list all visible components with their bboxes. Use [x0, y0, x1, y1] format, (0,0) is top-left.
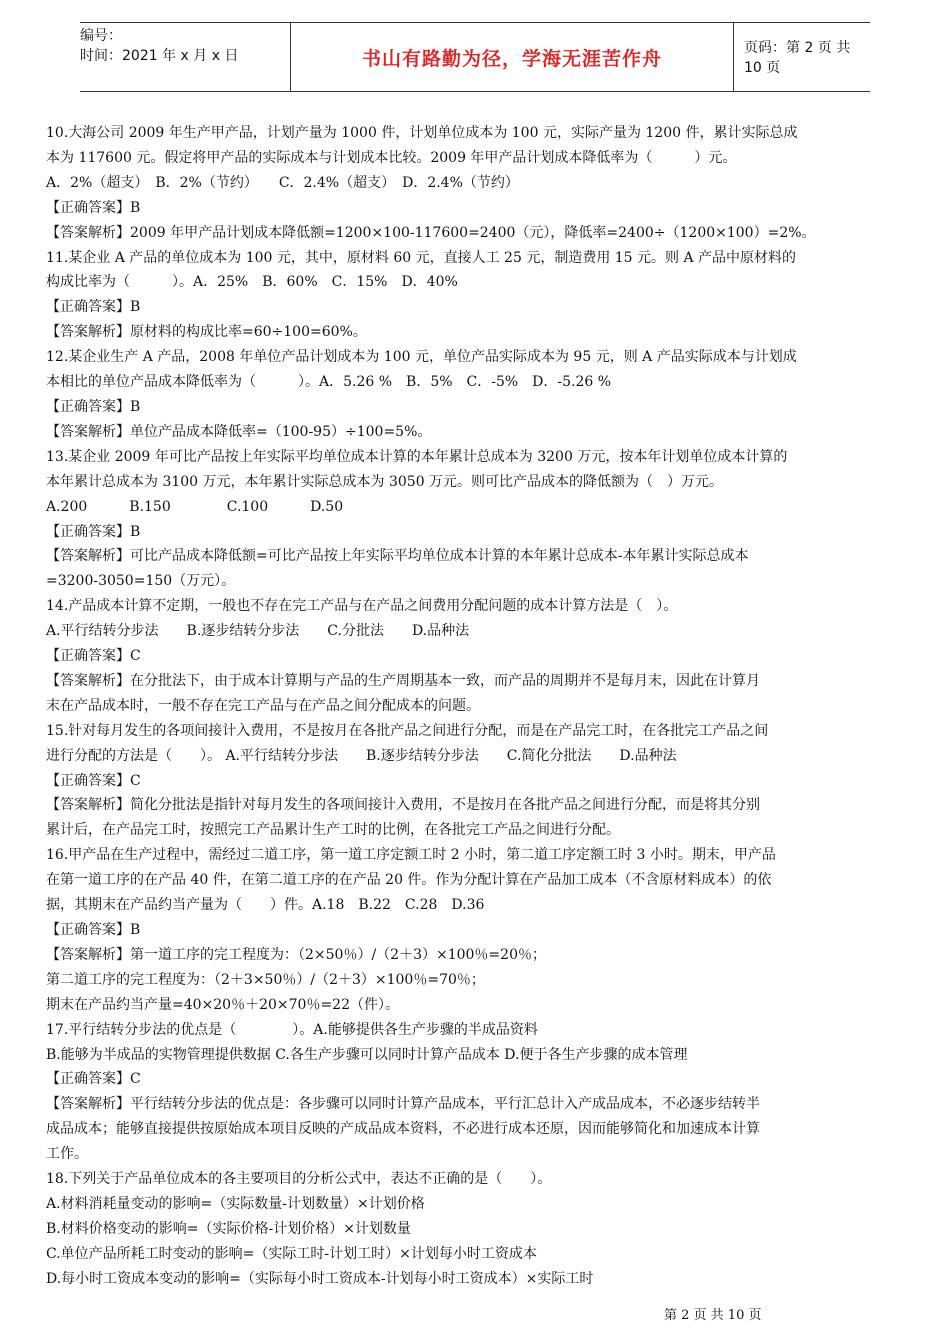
text-line: 【答案解析】简化分批法是指针对每月发生的各项间接计入费用，不是按月在各批产品之间进行分配，而是将其分别 [46, 797, 760, 814]
text-line: 本相比的单位产品成本降低率为（ ）。A．5.26 % B．5% C．-5% D．-5.26 % [46, 374, 612, 391]
text-line: 【正确答案】B [46, 398, 141, 415]
text-line: 成品成本；能够直接提供按原始成本项目反映的产成品成本资料，不必进行成本还原，因而能够简化和加速成本计算 [46, 1121, 760, 1138]
text-line: 进行分配的方法是（ ）。 A.平行结转分步法 B.逐步结转分步法 C.简化分批法 D.品种法 [46, 747, 677, 764]
header-left [80, 23, 290, 94]
text-line: 本为 117600 元。假定将甲产品的实际成本与计划成本比较。2009 年甲产品计划成本降低率为（ ）元。 [46, 149, 737, 166]
text-line: 构成比率为（ ）。A．25% B．60% C．15% D．40% [46, 274, 458, 291]
text-line: 【正确答案】B [46, 922, 141, 938]
text-line: 14.产品成本计算不定期，一般也不存在完工产品与在产品之间费用分配问题的成本计算方法是（ ）。 [46, 598, 678, 615]
text-line: =3200-3050=150（万元）。 [46, 573, 236, 590]
text-line: 18.下列关于产品单位成本的各主要项目的分析公式中，表达不正确的是（ ）。 [46, 1171, 552, 1188]
text-line: 16.甲产品在生产过程中，需经过二道工序，第一道工序定额工时 2 小时，第二道工序定额工时 3 小时。期末，甲产品 [46, 847, 776, 864]
time-label: 时间：2021 年 x 月 x 日 [80, 48, 239, 64]
text-line: 工作。 [46, 1146, 88, 1163]
text-line: B.材料价格变动的影响=（实际价格-计划价格）×计划数量 [46, 1220, 411, 1237]
text-line: D.每小时工资成本变动的影响=（实际每小时工资成本-计划每小时工资成本）×实际工时 [46, 1270, 594, 1287]
text-line: 【答案解析】在分批法下，由于成本计算期与产品的生产周期基本一致，而产品的周期并不是每月末，因此在计算月 [46, 672, 760, 689]
header-motto: 书山有路勤为径，学海无涯苦作舟 [290, 23, 734, 91]
text-line: 末在产品成本时，一般不存在完工产品与在产品之间分配成本的问题。 [46, 697, 480, 714]
text-line: 【正确答案】C [46, 1071, 141, 1088]
document-body [46, 121, 908, 1292]
text-line: 在第一道工序的在产品 40 件，在第二道工序的在产品 20 件。作为分配计算在产品加工成本（不含原材料成本）的依 [46, 872, 772, 889]
text-line: 【答案解析】2009 年甲产品计划成本降低额=1200×100-117600=2400（元），降低率=2400÷（1200×100）=2%。 [46, 224, 816, 241]
serial-label: 编号： [80, 28, 122, 44]
text-line: A．2%（超支） B．2%（节约） C．2.4%（超支） D．2.4%（节约） [46, 174, 519, 191]
text-line: A.平行结转分步法 B.逐步结转分步法 C.分批法 D.品种法 [46, 623, 470, 640]
page-header [80, 22, 870, 92]
text-line: 15.针对每月发生的各项间接计入费用，不是按月在各批产品之间进行分配，而是在产品完工时，在各批完工产品之间 [46, 722, 769, 739]
text-line: 【答案解析】平行结转分步法的优点是：各步骤可以同时计算产品成本，平行汇总计入产成品成本，不必逐步结转半 [46, 1096, 760, 1113]
text-line: 【正确答案】B [46, 523, 141, 540]
page-footer: 第 2 页 共 10 页 [664, 1308, 762, 1323]
text-line: 【答案解析】原材料的构成比率=60÷100=60%。 [46, 324, 367, 341]
text-line: C.单位产品所耗工时变动的影响=（实际工时-计划工时）×计划每小时工资成本 [46, 1245, 537, 1262]
text-line: 期末在产品约当产量=40×20％＋20×70％=22（件）。 [46, 996, 399, 1013]
text-line: 【答案解析】单位产品成本降低率=（100-95）÷100=5%。 [46, 423, 432, 440]
text-line: 12.某企业生产 A 产品，2008 年单位产品计划成本为 100 元，单位产品实际成本为 95 元，则 A 产品实际成本与计划成 [46, 349, 797, 366]
text-line: 据，其期末在产品约当产量为（ ）件。A.18 B.22 C.28 D.36 [46, 897, 485, 914]
text-line: 累计后，在产品完工时，按照完工产品累计生产工时的比例，在各批完工产品之间进行分配。 [46, 822, 620, 839]
text-line: 本年累计总成本为 3100 万元，本年累计实际总成本为 3050 万元。则可比产品成本的降低额为（ ）万元。 [46, 473, 724, 490]
text-line: 10.大海公司 2009 年生产甲产品，计划产量为 1000 件，计划单位成本为 100 元，实际产量为 1200 件，累计实际总成 [46, 125, 798, 141]
text-line: 【答案解析】可比产品成本降低额=可比产品按上年实际平均单位成本计算的本年累计总成本-本年累计实际总成本 [46, 548, 749, 565]
text-line: A.200 B.150 C.100 D.50 [46, 498, 344, 515]
text-line: 17.平行结转分步法的优点是（ ）。A.能够提供各生产步骤的半成品资料 [46, 1021, 538, 1038]
text-line: A.材料消耗量变动的影响=（实际数量-计划数量）×计划价格 [46, 1195, 425, 1212]
text-line: B.能够为半成品的实物管理提供数据 C.各生产步骤可以同时计算产品成本 D.便于各生产步骤的成本管理 [46, 1046, 688, 1063]
text-line: 【正确答案】B [46, 199, 141, 216]
text-line: 13.某企业 2009 年可比产品按上年实际平均单位成本计算的本年累计总成本为 3200 万元，按本年计划单位成本计算的 [46, 448, 788, 465]
text-line: 【正确答案】C [46, 772, 141, 789]
header-page-info: 页码：第 2 页 共 10 页 [744, 40, 851, 76]
text-line: 第二道工序的完工程度为：（2＋3×50％）/（2＋3）×100％=70％； [46, 971, 485, 988]
text-line: 【正确答案】C [46, 648, 141, 665]
text-line: 【正确答案】B [46, 299, 141, 316]
text-line: 11.某企业 A 产品的单位成本为 100 元，其中，原材料 60 元，直接人工 25 元，制造费用 15 元。则 A 产品中原材料的 [46, 249, 797, 266]
text-line: 【答案解析】第一道工序的完工程度为：（2×50％）/（2＋3）×100％=20％； [46, 946, 546, 963]
